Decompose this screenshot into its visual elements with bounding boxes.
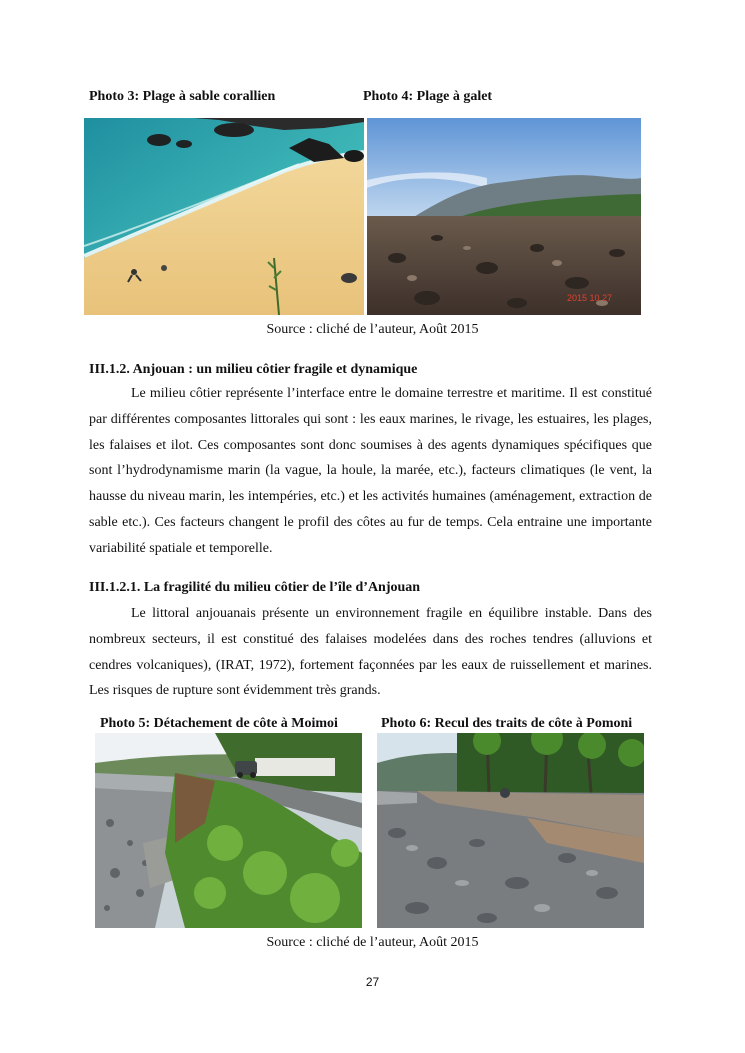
photo4-pebble-beach (367, 118, 641, 315)
section-heading-iii-1-2-1: III.1.2.1. La fragilité du milieu côtier de l’île d’Anjouan (89, 580, 421, 595)
section-heading-iii-1-2: III.1.2. Anjouan : un milieu côtier fragile et dynamique (89, 362, 418, 377)
paragraph-coastal-fragility: Le littoral anjouanais présente un environnement fragile en équilibre instable. Dans des nombreux secteurs, il est constitué des falaises modelées dans des roches tendres (alluvions et cendres volcaniques), (IRAT, 1972), fortement façonnées par les eaux de ruissellement et marines. Les risques de rupture sont évidemment très grands. (89, 606, 652, 699)
photo3-caption: Photo 3: Plage à sable corallien (89, 89, 276, 104)
photo6-coastline-recession (377, 733, 644, 928)
photo4-caption: Photo 4: Plage à galet (363, 89, 493, 104)
photo6-caption: Photo 6: Recul des traits de côte à Pomoni (381, 716, 633, 731)
photo5-caption: Photo 5: Détachement de côte à Moimoi (100, 716, 338, 731)
photo4-datestamp: 2015 10 27 (567, 293, 613, 303)
page-number: 27 (365, 975, 380, 989)
photo3-coral-sand-beach (84, 118, 364, 315)
source-bottom: Source : cliché de l’auteur, Août 2015 (266, 935, 479, 950)
source-top: Source : cliché de l’auteur, Août 2015 (266, 322, 479, 337)
photo5-coast-detachment (95, 733, 362, 928)
paragraph-coastal-environment: Le milieu côtier représente l’interface entre le domaine terrestre et maritime. Il est constitué par différentes composantes littorales qui sont : les eaux marines, le rivage, les estuaires, les plages, les falaises et ilot. Ces composantes sont donc soumises à des agents dynamiques spécifiques que sont l’hydrodynamisme marin (la vague, la houle, la marée, etc.), facteurs climatiques (le vent, la hausse du niveau marin, les intempéries, etc.) et les activités humaines (aménagement, extraction de sable etc.). Ces facteurs changent le profil des côtes au fur de temps. Cela entraine une importante variabilité spatiale et temporelle. (89, 386, 652, 556)
